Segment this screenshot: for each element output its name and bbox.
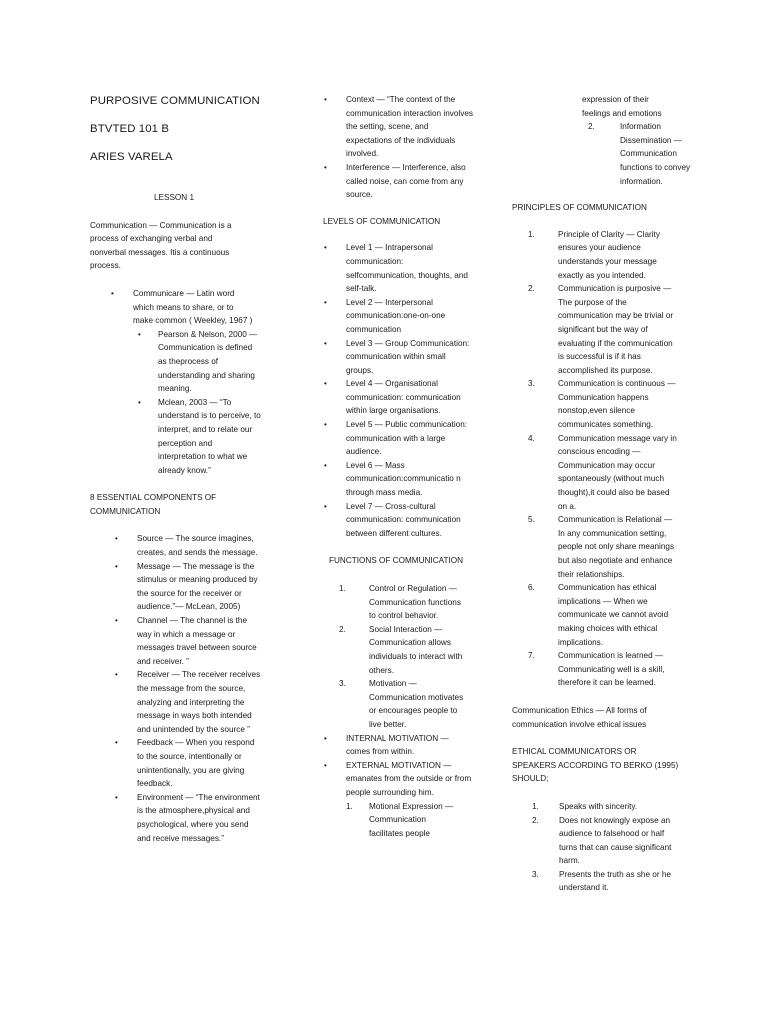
levels-list [346,241,474,540]
list-item: 7. Communication is learned — Communicating well is a skill, therefore it can be learned. [528,651,665,688]
list-item: • Level 5 — Public communication: communication with a large audience. [346,418,474,459]
lesson-heading: LESSON 1 [154,193,195,202]
principles-list [528,228,680,690]
list-item: • Level 1 — Intrapersonal communication: selfcommunication, thoughts, and self-talk. [346,241,474,295]
principles-heading: PRINCIPLES OF COMMUNICATION [512,203,647,213]
ethics-text: Communication Ethics — All forms of communication involve ethical issues [512,705,647,729]
list-item: • Level 2 — Interpersonal communication:one-on-one communication [346,296,474,337]
column-2 [323,0,473,840]
course-code: BTVTED 101 B [90,123,170,135]
author-name: ARIES VARELA [90,151,173,163]
functions-heading: FUNCTIONS OF COMMUNICATION [329,556,464,566]
levels-heading: LEVELS OF COMMUNICATION [323,216,441,226]
list-item: • Level 3 — Group Communication: communication within small groups. [346,337,474,378]
components-list-continued [346,93,474,202]
list-item: • Level 4 — Organisational communication: communication within large organisations. [346,377,474,418]
list-item: 3. Presents the truth as she or he understand it. [532,869,671,893]
column-1 [90,0,275,845]
list-item: 3. Communication is continuous — Communication happens nonstop,even silence communicates something. [528,379,676,430]
list-item: 1. Motional Expression — Communication facilitates people [346,801,454,838]
functions-list-continued [588,120,708,188]
list-item: • Channel — The channel is the way in which a message or messages travel between source and receiver. ” [137,614,263,668]
list-item: • Level 7 — Cross-cultural communication: communication between different cultures. [346,500,474,541]
continued-text: expression of their feelings and emotions [582,95,662,118]
list-item: • Communicare — Latin word which means to share, or to make common ( Weekley, 1967 ) • Pearson & Nelson, 2000 — Communication is defined as theprocess of understanding and sharing meaning. • Mclean, 2003 — “To understand is to perceive, to interpret, and to relate our perception and interpretation to what we already know.” [133,287,253,477]
communication-definition: Communication — Communication is a process of exchanging verbal and nonverbal messages. Itis a continuous process. [90,220,232,271]
list-item: • Feedback — When you respond to the source, intentionally or unintentionally, you are giving feedback. [137,736,263,790]
list-item: • EXTERNAL MOTIVATION — emanates from the outside or from people surrounding him. 1. Motional Expression — Communication facilitates people [346,759,474,841]
lesson-sub-list [158,328,262,478]
components-heading: 8 ESSENTIAL COMPONENTS OF COMMUNICATION [90,493,217,516]
list-item: 2. Information Dissemination — Communication functions to convey information. [588,122,691,186]
document-title: PURPOSIVE COMMUNICATION [90,95,260,107]
list-item: • Context — “The context of the communication interaction involves the setting, scene, and expectations of the individuals involved. [346,93,474,161]
list-item: 2. Social Interaction — Communication allows individuals to interact with others. [339,624,463,675]
list-item: 6. Communication has ethical implications — When we communicate we cannot avoid making choices with ethical implications. [528,583,669,647]
list-item: • Mclean, 2003 — “To understand is to perceive, to interpret, and to relate our perception and interpretation to what we already know.” [158,396,262,478]
list-item: 2. Does not knowingly expose an audience to falsehood or half turns that can cause significant harm. [532,815,672,866]
list-item: • Source — The source imagines, creates, and sends the message. [137,532,263,559]
column-3 [512,0,691,895]
list-item: • Receiver — The receiver receives the message from the source, analyzing and interpreting the message in ways both intended and unintended by the source ” [137,668,263,736]
ethics-list [532,800,679,895]
list-item: 2. Communication is purposive — The purpose of the communication may be trivial or significant but the way of evaluating if the communication is successful is if it has accomplished its purpose. [528,284,674,375]
lesson-bullet-list [133,287,261,477]
functions-list [339,582,469,732]
list-item: • Level 6 — Mass communication:communicatio n through mass media. [346,459,474,500]
list-item: • Pearson & Nelson, 2000 — Communication is defined as theprocess of understanding and sharing meaning. [158,328,262,396]
components-list [137,532,263,845]
list-item: 1. Speaks with sincerity. [532,801,638,811]
list-item: • INTERNAL MOTIVATION — comes from within. [346,732,474,759]
list-item: • Environment — “The environment is the atmosphere,physical and psychological, where you send and receive messages.” [137,791,263,845]
list-item: 4. Communication message vary in conscious encoding — Communication may occur spontaneously (without much thought),it could also be based on a. [528,433,677,511]
motivation-list [346,732,474,841]
list-item: • Interference — Interference, also called noise, can come from any source. [346,161,474,202]
ethics-heading: ETHICAL COMMUNICATORS OR SPEAKERS ACCORDING TO BERKO (1995) SHOULD; [512,747,679,784]
list-item: 5. Communication is Relational — In any communication setting, people not only share meanings but also negotiate and enhance their relationships. [528,515,675,579]
list-item: 1. Control or Regulation — Communication functions to control behavior. [339,584,461,621]
list-item: 1. Principle of Clarity — Clarity ensures your audience understands your message exactly as you intended. [528,229,660,280]
motivation-sub-list [346,800,459,841]
list-item: 3. Motivation — Communication motivates or encourages people to live better. [339,679,464,729]
list-item: • Message — The message is the stimulus or meaning produced by the source for the receiver or audience.”— McLean, 2005) [137,560,263,614]
